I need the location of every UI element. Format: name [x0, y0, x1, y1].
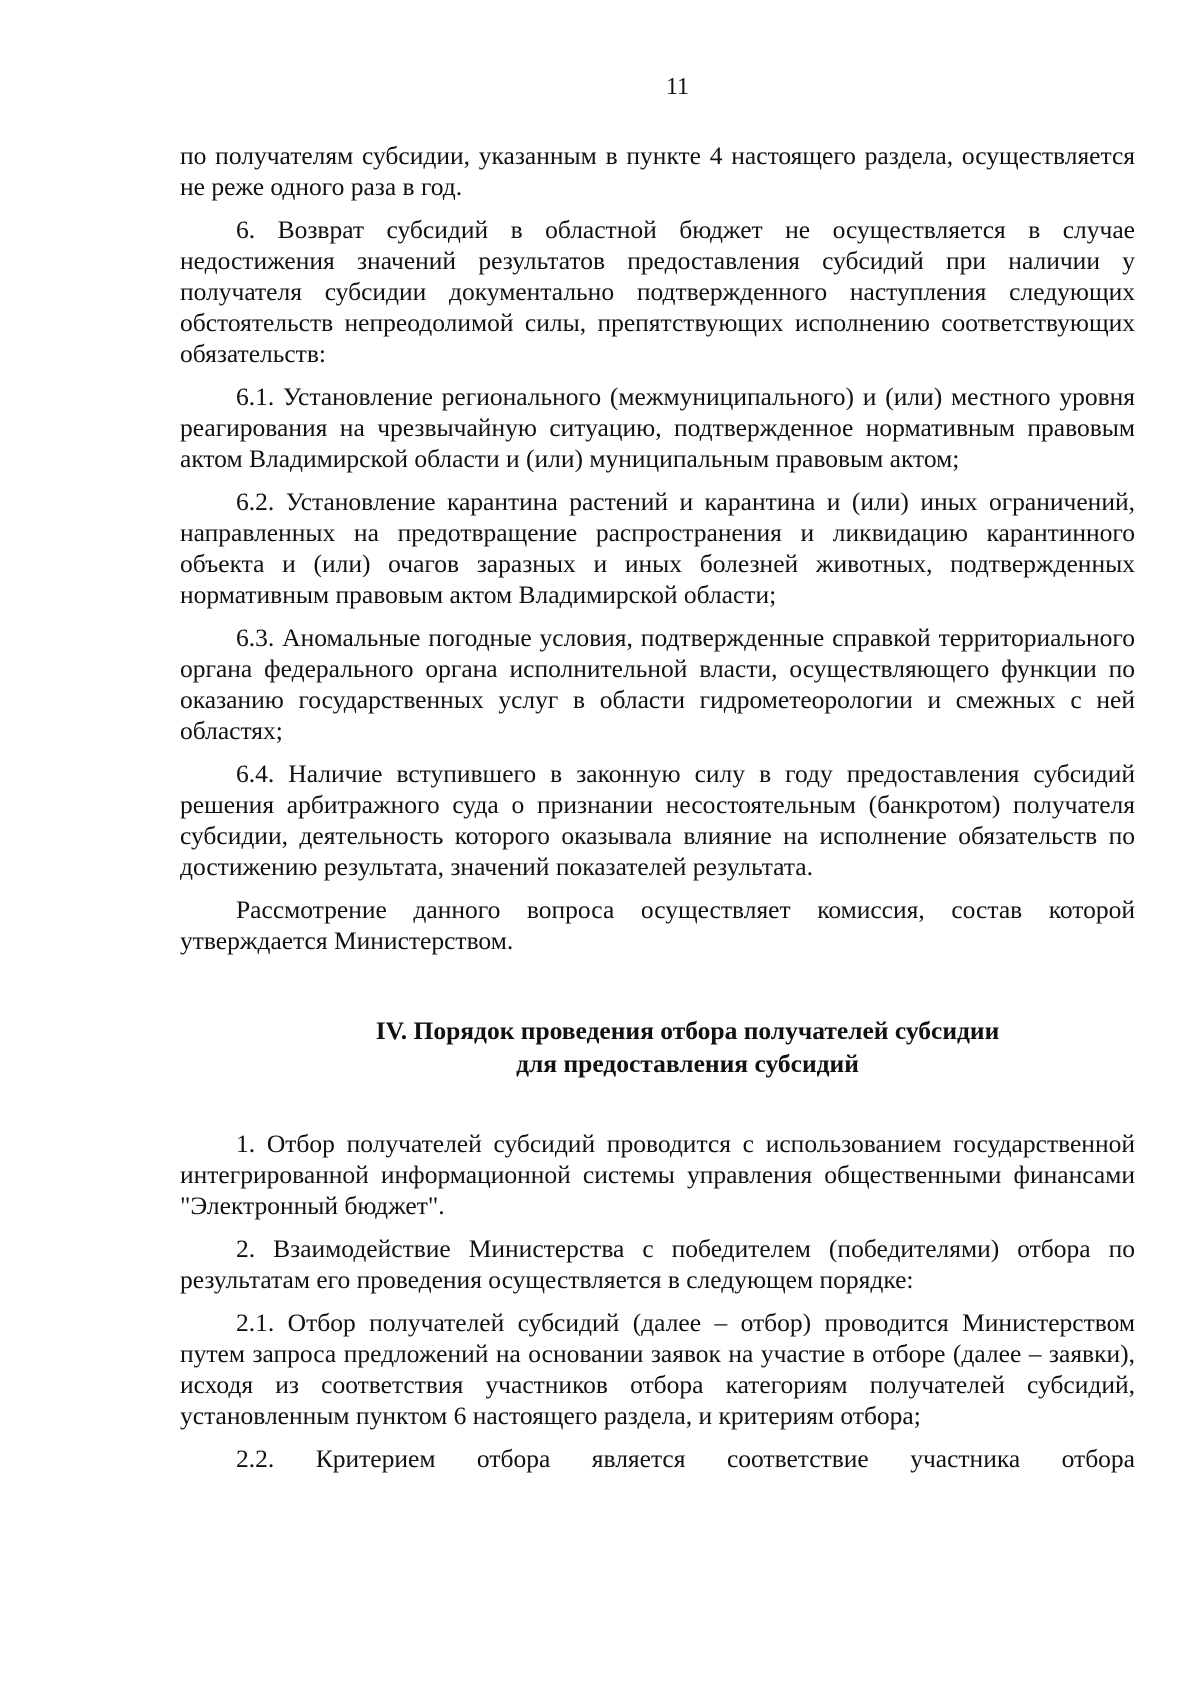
section-title-line-1: IV. Порядок проведения отбора получателей субсидии	[375, 1016, 1000, 1045]
section-title-line-2: для предоставления субсидий	[516, 1049, 859, 1078]
paragraph-item-6-1: 6.1. Установление регионального (межмуниципального) и (или) местного уровня реагирования на чрезвычайную ситуацию, подтвержденное нормативным правовым актом Владимирской области и (или) муниципальным правовым актом;	[180, 382, 1135, 473]
paragraph-continuation: по получателям субсидии, указанным в пункте 4 настоящего раздела, осуществляется не реже одного раза в год.	[180, 141, 1135, 201]
page-number: 11	[665, 74, 690, 100]
paragraph-item-2: 2. Взаимодействие Министерства с победителем (победителями) отбора по результатам его проведения осуществляется в следующем порядке:	[180, 1234, 1135, 1294]
paragraph-item-6: 6. Возврат субсидий в областной бюджет не осуществляется в случае недостижения значений результатов предоставления субсидий при наличии у получателя субсидии документально подтвержденного наступления следующих обстоятельств непреодолимой силы, препятствующих исполнению соответствующих обязательств:	[180, 215, 1135, 368]
paragraph-item-1: 1. Отбор получателей субсидий проводится с использованием государственной интегрированной информационной системы управления общественными финансами "Электронный бюджет".	[180, 1129, 1135, 1220]
document-page	[180, 72, 1135, 1486]
section-title	[180, 1014, 1135, 1080]
paragraph-commission: Рассмотрение данного вопроса осуществляет комиссия, состав которой утверждается Министерством.	[180, 895, 1135, 955]
paragraph-item-6-2: 6.2. Установление карантина растений и карантина и (или) иных ограничений, направленных на предотвращение распространения и ликвидацию карантинного объекта и (или) очагов заразных и иных болезней животных, подтвержденных нормативным правовым актом Владимирской области;	[180, 487, 1135, 609]
paragraph-item-2-1: 2.1. Отбор получателей субсидий (далее – отбор) проводится Министерством путем запроса предложений на основании заявок на участие в отборе (далее – заявки), исходя из соответствия участников отбора категориям получателей субсидий, установленным пунктом 6 настоящего раздела, и критериям отбора;	[180, 1308, 1135, 1430]
paragraph-item-6-4: 6.4. Наличие вступившего в законную силу в году предоставления субсидий решения арбитражного суда о признании несостоятельным (банкротом) получателя субсидии, деятельность которого оказывала влияние на исполнение обязательств по достижению результата, значений показателей результата.	[180, 759, 1135, 881]
paragraph-item-6-3: 6.3. Аномальные погодные условия, подтвержденные справкой территориального органа федерального органа исполнительной власти, осуществляющего функции по оказанию государственных услуг в области гидрометеорологии и смежных с ней областях;	[180, 623, 1135, 745]
paragraph-item-2-2: 2.2. Критерием отбора является соответствие участника отбора	[236, 1444, 1135, 1473]
